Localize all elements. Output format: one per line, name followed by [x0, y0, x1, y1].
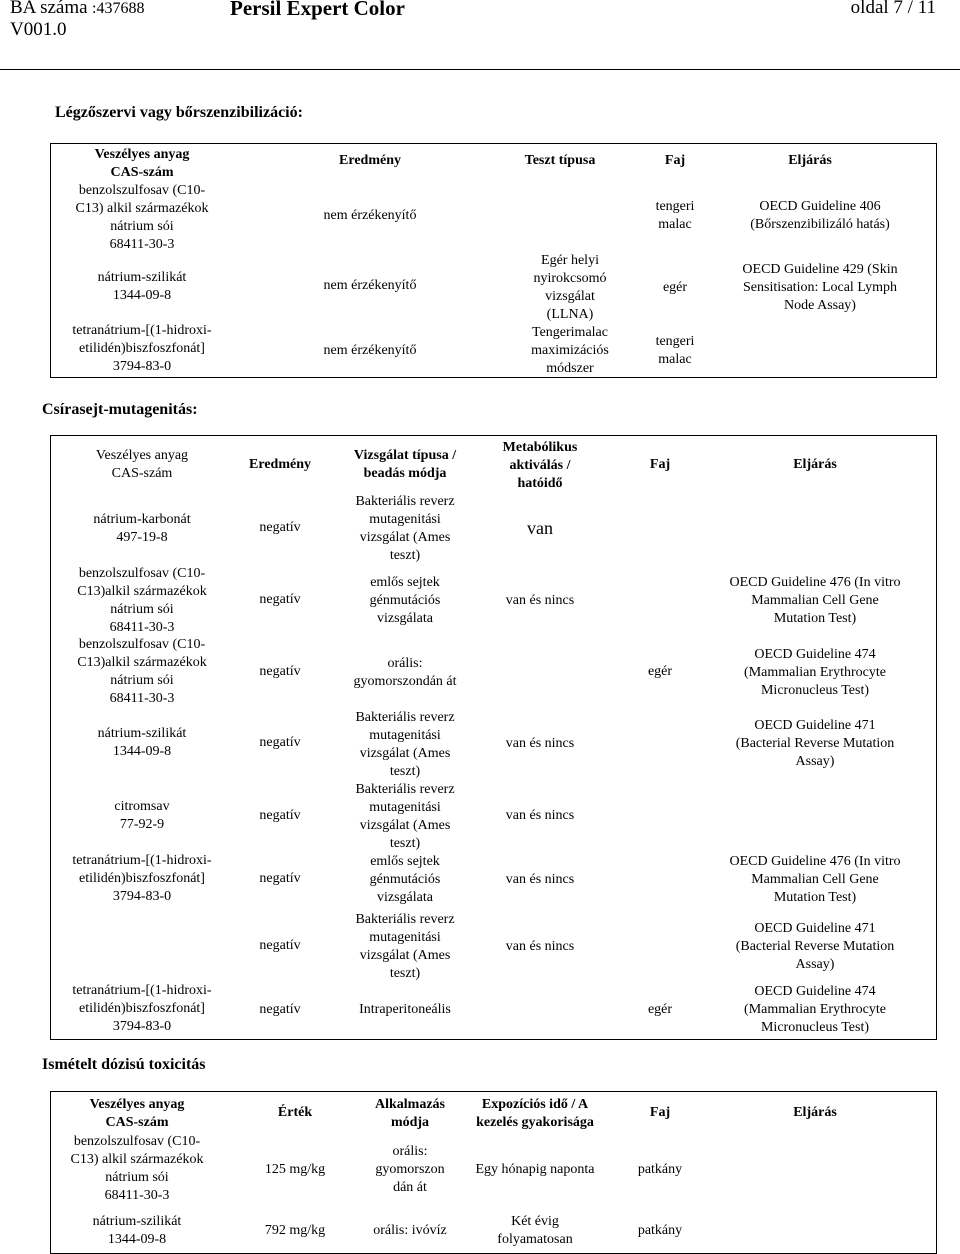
s3-row1-exposure: Egy hónapig naponta: [475, 1162, 595, 1177]
s3-row2-exposure: Két évig folyamatosan: [497, 1214, 573, 1247]
s2-activation-4: van és nincs: [505, 808, 575, 823]
s3-header-method: Eljárás: [793, 1105, 837, 1120]
product-title: Persil Expert Color: [230, 0, 405, 20]
s2-substance-4: nátrium-szilikát 1344-09-8: [97, 726, 187, 759]
page-number: oldal 7 / 11: [850, 0, 936, 18]
s3-row2-route: orális: ivóvíz: [373, 1223, 447, 1238]
s2-activation-2: van és nincs: [505, 593, 575, 608]
s1-header-method: Eljárás: [788, 153, 832, 168]
s2-method-2: OECD Guideline 474 (Mammalian Erythrocyte Micronucleus Test): [744, 647, 886, 698]
s2-test-type-4: Bakteriális reverz mutagenitási vizsgálat (Ames teszt): [355, 710, 455, 779]
s1-header-species: Faj: [664, 153, 686, 168]
s2-result-7: negatív: [259, 938, 301, 953]
s1-header-test-type: Teszt típusa: [524, 153, 596, 168]
s2-method-3: OECD Guideline 471 (Bacterial Reverse Mutation Assay): [735, 718, 895, 769]
s2-species-2: egér: [647, 1002, 673, 1017]
s3-row1-value: 125 mg/kg: [264, 1162, 326, 1177]
s1-result-3: nem érzékenyítő: [323, 343, 417, 358]
s2-substance-3: benzolszulfosav (C10- C13)alkil származékok nátrium sói 68411-30-3: [77, 637, 207, 706]
s1-method-1: OECD Guideline 406 (Bőrszenzibilizáló hatás): [750, 199, 890, 232]
s3-header-species: Faj: [649, 1105, 671, 1120]
ba-label: BA száma: [10, 0, 88, 18]
s3-row2-value: 792 mg/kg: [264, 1223, 326, 1238]
s2-header-test-type: Vizsgálat típusa / beadás módja: [353, 448, 457, 481]
s2-substance-1: nátrium-karbonát 497-19-8: [93, 512, 191, 545]
s2-activation-3: van és nincs: [505, 736, 575, 751]
s2-substance-7: tetranátrium-[(1-hidroxi- etilidén)biszfoszfonát] 3794-83-0: [72, 983, 212, 1034]
s2-header-method: Eljárás: [793, 457, 837, 472]
s2-test-type-1: Bakteriális reverz mutagenitási vizsgálat (Ames teszt): [355, 494, 455, 563]
s1-header-substance: Veszélyes anyag CAS-szám: [94, 147, 190, 180]
s2-test-type-7: Bakteriális reverz mutagenitási vizsgálat (Ames teszt): [355, 912, 455, 981]
s2-activation-6: van és nincs: [505, 939, 575, 954]
s1-species-1: tengeri malac: [655, 199, 695, 232]
s3-header-exposure: Expozíciós idő / A kezelés gyakorisága: [476, 1097, 594, 1130]
s2-result-2: negatív: [259, 592, 301, 607]
s2-activation-5: van és nincs: [505, 872, 575, 887]
s1-substance-1: benzolszulfosav (C10- C13) alkil származékok nátrium sói 68411-30-3: [75, 183, 209, 252]
s1-species-3: tengeri malac: [655, 334, 695, 367]
s2-test-type-8: Intraperitoneális: [359, 1002, 451, 1017]
s2-method-6: OECD Guideline 474 (Mammalian Erythrocyte Micronucleus Test): [744, 984, 886, 1035]
s1-test-type-1: Egér helyi nyirokcsomó vizsgálat (LLNA): [533, 253, 607, 322]
s3-row1-substance: benzolszulfosav (C10- C13) alkil származékok nátrium sói 68411-30-3: [70, 1134, 204, 1203]
s2-header-activation: Metabólikus aktiválás / hatóidő: [502, 440, 578, 491]
s2-result-3: negatív: [259, 664, 301, 679]
version: V001.0: [10, 19, 67, 40]
s2-result-6: negatív: [259, 871, 301, 886]
ba-number: :437688: [92, 0, 145, 17]
s3-header-value: Érték: [277, 1105, 313, 1120]
s2-result-4: negatív: [259, 735, 301, 750]
s2-substance-2: benzolszulfosav (C10- C13)alkil származékok nátrium sói 68411-30-3: [77, 566, 207, 635]
header-rule: [0, 69, 960, 70]
section-sensitisation-title: Légzőszervi vagy bőrszenzibilizáció:: [55, 104, 303, 121]
s2-test-type-3: orális: gyomorszondán át: [353, 656, 457, 689]
s3-row2-species: patkány: [637, 1223, 683, 1238]
s1-result-1: nem érzékenyítő: [323, 208, 417, 223]
s1-substance-3: tetranátrium-[(1-hidroxi- etilidén)biszfoszfonát] 3794-83-0: [72, 323, 212, 374]
s1-header-result: Eredmény: [339, 153, 401, 168]
s2-method-5: OECD Guideline 471 (Bacterial Reverse Mutation Assay): [735, 921, 895, 972]
s2-header-result: Eredmény: [249, 457, 311, 472]
s2-activation-1: van: [527, 518, 553, 538]
s2-result-5: negatív: [259, 808, 301, 823]
s2-result-8: negatív: [259, 1002, 301, 1017]
s2-test-type-5: Bakteriális reverz mutagenitási vizsgálat (Ames teszt): [355, 782, 455, 851]
s2-test-type-2: emlős sejtek génmutációs vizsgálata: [369, 575, 441, 626]
section-repeated-dose-title: Ismételt dózisú toxicitás: [42, 1056, 206, 1073]
s2-substance-6: tetranátrium-[(1-hidroxi- etilidén)biszfoszfonát] 3794-83-0: [72, 853, 212, 904]
s2-method-1: OECD Guideline 476 (In vitro Mammalian Cell Gene Mutation Test): [729, 575, 901, 626]
s2-substance-5: citromsav 77-92-9: [114, 799, 170, 832]
s1-species-2: egér: [662, 280, 688, 295]
s3-row1-route: orális: gyomorszon dán át: [375, 1144, 445, 1195]
s3-header-substance: Veszélyes anyag CAS-szám: [89, 1097, 185, 1130]
s1-method-2: OECD Guideline 429 (Skin Sensitisation: Local Lymph Node Assay): [742, 262, 898, 313]
s3-row1-species: patkány: [637, 1162, 683, 1177]
s2-header-substance: Veszélyes anyag CAS-szám: [95, 448, 189, 481]
s2-result-1: negatív: [259, 520, 301, 535]
s1-result-2: nem érzékenyítő: [323, 278, 417, 293]
s2-method-4: OECD Guideline 476 (In vitro Mammalian Cell Gene Mutation Test): [729, 854, 901, 905]
s3-row2-substance: nátrium-szilikát 1344-09-8: [92, 1214, 182, 1247]
s2-header-species: Faj: [649, 457, 671, 472]
s1-substance-2: nátrium-szilikát 1344-09-8: [97, 270, 187, 303]
s3-header-route: Alkalmazás módja: [375, 1097, 445, 1130]
s2-test-type-6: emlős sejtek génmutációs vizsgálata: [369, 854, 441, 905]
section-mutagenicity-title: Csírasejt-mutagenitás:: [42, 401, 198, 418]
s1-test-type-2: Tengerimalac maximizációs módszer: [531, 325, 609, 376]
s2-species-1: egér: [647, 664, 673, 679]
